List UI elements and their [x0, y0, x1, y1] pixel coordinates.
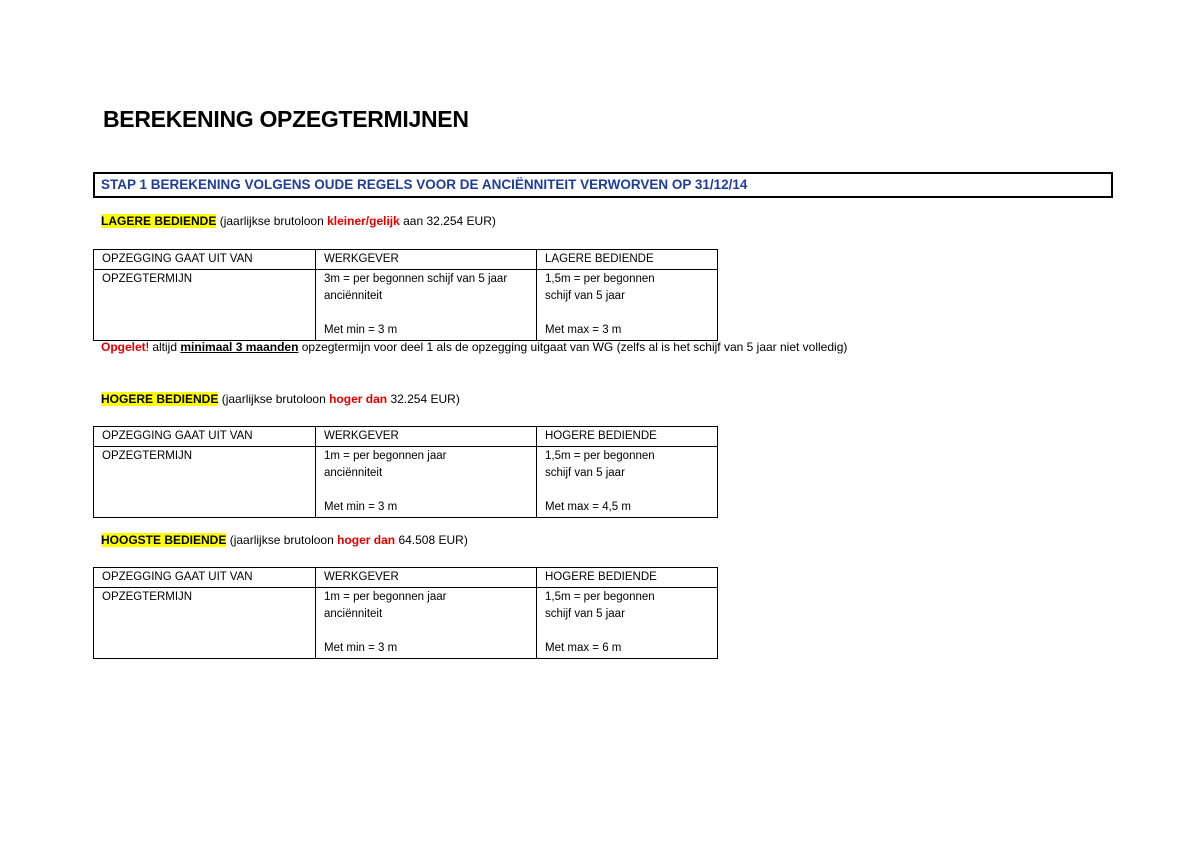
werkgever-cell — [316, 447, 537, 518]
cell-min: Met min = 3 m — [324, 642, 398, 654]
desc-pre: (jaarlijkse brutoloon — [221, 392, 330, 406]
cell-min: Met min = 3 m — [324, 501, 398, 513]
header-cell: HOGERE BEDIENDE — [537, 427, 718, 447]
desc-threshold: hoger dan — [337, 533, 396, 547]
desc-pre: (jaarlijkse brutoloon — [229, 533, 338, 547]
bediende-cell — [537, 270, 718, 341]
cell-line: 1m = per begonnen jaar — [324, 591, 447, 603]
werkgever-cell — [316, 270, 537, 341]
note-text: ! altijd — [145, 340, 181, 354]
row-label: OPZEGTERMIJN — [94, 270, 316, 341]
cell-line: anciënniteit — [324, 467, 383, 479]
cell-line: 1,5m = per begonnen — [545, 450, 655, 462]
row-label: OPZEGTERMIJN — [94, 447, 316, 518]
desc-post: 32.254 EUR) — [387, 392, 460, 406]
step-1-heading: STAP 1 BEREKENING VOLGENS OUDE REGELS VOOR DE ANCIËNNITEIT VERWORVEN OP 31/12/14 — [93, 172, 1113, 198]
cell-max: Met max = 6 m — [545, 642, 622, 654]
werkgever-cell — [316, 588, 537, 659]
cell-line: schijf van 5 jaar — [545, 290, 625, 302]
header-cell: WERKGEVER — [316, 568, 537, 588]
note-line — [101, 340, 847, 354]
bediende-cell — [537, 588, 718, 659]
cell-line: 1,5m = per begonnen — [545, 273, 655, 285]
cell-min: Met min = 3 m — [324, 324, 398, 336]
header-cell: OPZEGGING GAAT UIT VAN — [94, 427, 316, 447]
bediende-cell — [537, 447, 718, 518]
cell-line: 3m = per begonnen schijf van 5 jaar — [324, 273, 508, 285]
row-label: OPZEGTERMIJN — [94, 588, 316, 659]
category-label: LAGERE BEDIENDE — [101, 214, 217, 228]
section-hogere-bediende-desc — [101, 392, 460, 406]
cell-line: 1m = per begonnen jaar — [324, 450, 447, 462]
section-hoogste-bediende-desc — [101, 533, 468, 547]
note-underline: minimaal 3 maanden — [180, 340, 299, 354]
note-warning: Opgelet — [101, 340, 146, 354]
desc-pre: (jaarlijkse brutoloon — [219, 214, 328, 228]
table-lagere-bediende — [93, 249, 718, 341]
cell-line: schijf van 5 jaar — [545, 467, 625, 479]
header-cell: LAGERE BEDIENDE — [537, 250, 718, 270]
cell-line: anciënniteit — [324, 608, 383, 620]
note-text: opzegtermijn voor deel 1 als de opzegging uitgaat van WG (zelfs al is het schijf van 5 jaar niet volledig) — [298, 340, 848, 354]
header-cell: WERKGEVER — [316, 427, 537, 447]
cell-max: Met max = 3 m — [545, 324, 622, 336]
header-cell: OPZEGGING GAAT UIT VAN — [94, 568, 316, 588]
page-title: BEREKENING OPZEGTERMIJNEN — [103, 106, 469, 132]
cell-line: anciënniteit — [324, 290, 383, 302]
cell-line: schijf van 5 jaar — [545, 608, 625, 620]
category-label: HOGERE BEDIENDE — [101, 392, 219, 406]
header-cell: OPZEGGING GAAT UIT VAN — [94, 250, 316, 270]
table-hoogste-bediende — [93, 567, 718, 659]
header-cell: HOGERE BEDIENDE — [537, 568, 718, 588]
category-label: HOOGSTE BEDIENDE — [101, 533, 227, 547]
cell-line: 1,5m = per begonnen — [545, 591, 655, 603]
desc-post: 64.508 EUR) — [395, 533, 468, 547]
table-hogere-bediende — [93, 426, 718, 518]
desc-post: aan 32.254 EUR) — [399, 214, 496, 228]
cell-max: Met max = 4,5 m — [545, 501, 631, 513]
desc-threshold: hoger dan — [329, 392, 388, 406]
header-cell: WERKGEVER — [316, 250, 537, 270]
desc-threshold: kleiner/gelijk — [327, 214, 400, 228]
section-lagere-bediende-desc — [101, 214, 496, 228]
